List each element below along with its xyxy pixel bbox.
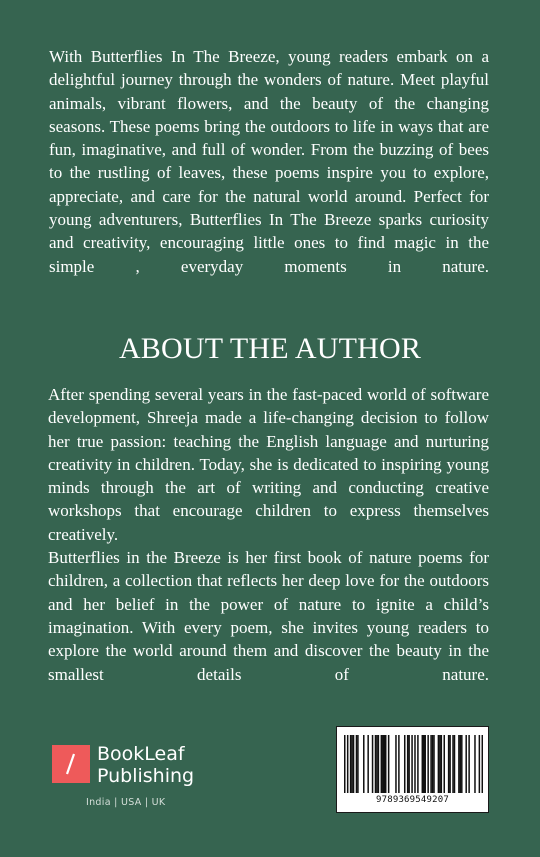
barcode-bar xyxy=(388,735,390,793)
barcode-bar xyxy=(414,735,416,793)
barcode-bar xyxy=(432,735,434,793)
isbn-barcode xyxy=(336,726,489,813)
barcode-bar xyxy=(443,735,445,793)
barcode-bar xyxy=(438,735,440,793)
slash-logo-icon xyxy=(52,745,90,783)
publisher-regions: India | USA | UK xyxy=(86,797,166,808)
barcode-bar xyxy=(448,735,450,793)
barcode-bar xyxy=(363,735,365,793)
author-bio-paragraph-2: Butterflies in the Breeze is her first book of nature poems for children, a collection that reflects her deep love for the outdoors and her belief in the power of nature to ignite a child’s imagination. With every poem, she invites young readers to explore the world around them and discover the beauty in the smallest details of nature. xyxy=(48,548,489,684)
barcode-bar xyxy=(468,735,470,793)
barcode-bar xyxy=(454,735,456,793)
barcode-bar xyxy=(372,735,374,793)
barcode-bar xyxy=(424,735,426,793)
barcode-bar xyxy=(407,735,409,793)
barcode-bar xyxy=(351,735,353,793)
barcode-bar xyxy=(384,735,386,793)
barcode-bar xyxy=(482,735,483,793)
barcode-bar xyxy=(458,735,460,793)
barcode-bar xyxy=(441,735,443,793)
about-the-author-heading: ABOUT THE AUTHOR xyxy=(118,332,422,365)
barcode-bar xyxy=(375,735,377,793)
publisher-name-line2: Publishing xyxy=(97,765,195,787)
barcode-bar xyxy=(344,735,346,793)
barcode-bar xyxy=(452,735,454,793)
barcode-bar xyxy=(357,735,359,793)
barcode-bar xyxy=(422,735,424,793)
barcode-bar xyxy=(404,735,406,793)
barcode-bar xyxy=(347,735,349,793)
author-bio-paragraph-1: After spending several years in the fast-paced world of software development, Shreeja made a life-changing decision to follow her true passion: teaching the English language and nurturing creativity in children. Today, she is dedicated to inspiring young minds through the art of writing and conducting creative workshops that encourage children to express themselves creatively. xyxy=(48,385,489,544)
barcode-bar xyxy=(449,735,451,793)
barcode-bar xyxy=(423,735,425,793)
barcode-bar xyxy=(367,735,369,793)
barcode-bar xyxy=(356,735,358,793)
barcode-bar xyxy=(430,735,432,793)
barcode-bar xyxy=(465,735,467,793)
barcode-bar xyxy=(461,735,463,793)
barcode-bar xyxy=(433,735,435,793)
barcode-bar xyxy=(378,735,380,793)
barcode-bar xyxy=(474,735,476,793)
barcode-bar xyxy=(460,735,462,793)
barcode-bar xyxy=(382,735,384,793)
barcode-bar xyxy=(376,735,378,793)
barcode-bar xyxy=(408,735,410,793)
barcode-bar xyxy=(417,735,419,793)
barcode-bar xyxy=(385,735,387,793)
barcode-bar xyxy=(427,735,429,793)
barcode-bar xyxy=(439,735,441,793)
barcode-bar xyxy=(353,735,355,793)
barcode-bar xyxy=(411,735,413,793)
barcode-bar xyxy=(381,735,383,793)
author-bio xyxy=(48,383,489,686)
publisher-logo xyxy=(52,745,212,815)
barcode-bar xyxy=(398,735,400,793)
barcode-bar xyxy=(479,735,481,793)
barcode-bar xyxy=(395,735,397,793)
isbn-number: 9789369549207 xyxy=(375,795,450,805)
barcode-bars xyxy=(344,735,483,793)
barcode-bar xyxy=(350,735,352,793)
publisher-name-line1: BookLeaf xyxy=(97,743,185,765)
back-cover-blurb: With Butterflies In The Breeze, young readers embark on a delightful journey through the wonders of nature. Meet playful animals, vibrant flowers, and the beauty of the changing seasons. These poems bring the outdoors to life in ways that are fun, imaginative, and full of wonder. From the buzzing of bees to the rustling of leaves, these poems inspire you to explore, appreciate, and care for the natural world around. Perfect for young adventurers, Butterflies In The Breeze sparks curiosity and creativity, encouraging little ones to find magic in the simple , everyday moments in nature. xyxy=(49,47,489,276)
publisher-name xyxy=(97,743,194,787)
